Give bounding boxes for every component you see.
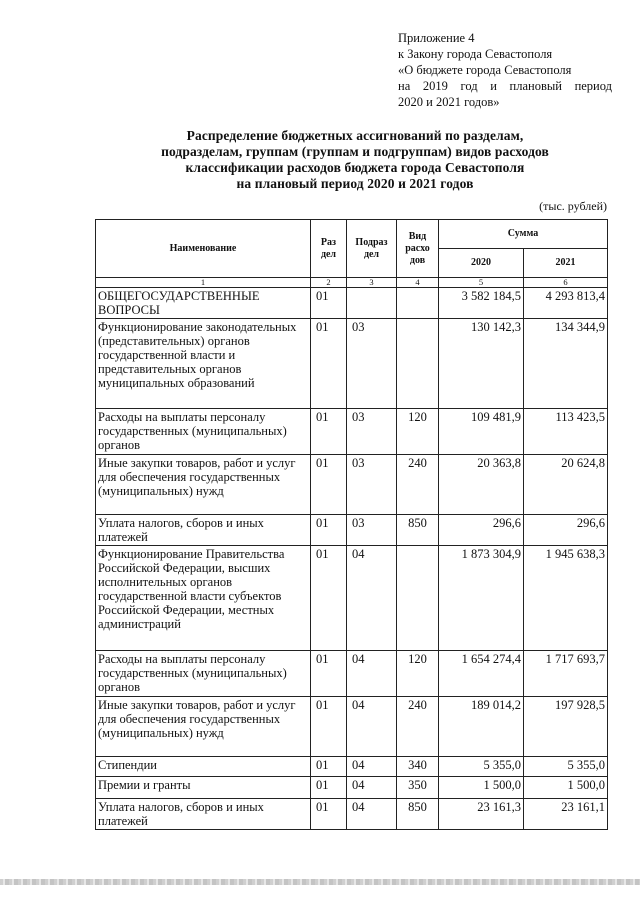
title-line-4: на плановый период 2020 и 2021 годов [236, 176, 474, 191]
row-vid: 240 [397, 697, 439, 757]
row-vid: 340 [397, 757, 439, 777]
row-sum-2021: 134 344,9 [524, 319, 608, 409]
table-row [96, 515, 608, 546]
column-number: 2 [311, 278, 347, 288]
row-razdel: 01 [311, 409, 347, 455]
row-sum-2020: 296,6 [439, 515, 524, 546]
row-sum-2020: 5 355,0 [439, 757, 524, 777]
row-name: Функционирование Правительства Российской Федерации, высших исполнительных органов государственной власти субъектов Российской Федерации, местных администраций [96, 546, 311, 651]
column-number: 4 [397, 278, 439, 288]
header-2021: 2021 [524, 249, 608, 278]
table-row [96, 777, 608, 799]
row-razdel: 01 [311, 319, 347, 409]
row-sum-2021: 197 928,5 [524, 697, 608, 757]
appendix-line-5: 2020 и 2021 годов» [398, 95, 500, 109]
row-vid [397, 319, 439, 409]
row-podrazdel: 04 [347, 651, 397, 697]
row-sum-2020: 189 014,2 [439, 697, 524, 757]
table-row [96, 651, 608, 697]
header-razdel: Раз дел [311, 220, 347, 278]
table-row [96, 455, 608, 515]
row-sum-2020: 1 873 304,9 [439, 546, 524, 651]
row-vid: 240 [397, 455, 439, 515]
table-row [96, 546, 608, 651]
row-razdel: 01 [311, 799, 347, 830]
row-sum-2020: 1 654 274,4 [439, 651, 524, 697]
row-name: Иные закупки товаров, работ и услуг для обеспечения государственных (муниципальных) нужд [96, 455, 311, 515]
table-row [96, 288, 608, 319]
row-podrazdel: 04 [347, 757, 397, 777]
scan-artifact [0, 879, 640, 885]
row-podrazdel: 04 [347, 546, 397, 651]
table-row [96, 409, 608, 455]
table-row [96, 799, 608, 830]
appendix-line-4 [398, 78, 612, 94]
row-sum-2021: 1 500,0 [524, 777, 608, 799]
budget-table [95, 219, 608, 830]
row-vid: 850 [397, 799, 439, 830]
row-sum-2020: 130 142,3 [439, 319, 524, 409]
row-name: Стипендии [96, 757, 311, 777]
row-razdel: 01 [311, 288, 347, 319]
row-name: Уплата налогов, сборов и иных платежей [96, 515, 311, 546]
column-number: 6 [524, 278, 608, 288]
row-podrazdel [347, 288, 397, 319]
row-sum-2020: 109 481,9 [439, 409, 524, 455]
row-name: ОБЩЕГОСУДАРСТВЕННЫЕ ВОПРОСЫ [96, 288, 311, 319]
header-summa: Сумма [439, 220, 608, 249]
row-podrazdel: 04 [347, 697, 397, 757]
row-sum-2021: 1 717 693,7 [524, 651, 608, 697]
appendix-word: год [460, 79, 478, 93]
row-podrazdel: 03 [347, 515, 397, 546]
row-sum-2021: 5 355,0 [524, 757, 608, 777]
row-vid [397, 546, 439, 651]
row-vid: 120 [397, 651, 439, 697]
row-razdel: 01 [311, 515, 347, 546]
header-name: Наименование [96, 220, 311, 278]
row-sum-2021: 23 161,1 [524, 799, 608, 830]
row-sum-2021: 4 293 813,4 [524, 288, 608, 319]
appendix-line-3: «О бюджете города Севастополя [398, 63, 572, 77]
row-razdel: 01 [311, 757, 347, 777]
row-podrazdel: 03 [347, 409, 397, 455]
appendix-word: плановый [509, 79, 562, 93]
row-podrazdel: 03 [347, 455, 397, 515]
row-vid: 350 [397, 777, 439, 799]
row-razdel: 01 [311, 777, 347, 799]
row-podrazdel: 04 [347, 799, 397, 830]
row-sum-2021: 296,6 [524, 515, 608, 546]
row-name: Иные закупки товаров, работ и услуг для обеспечения государственных (муниципальных) нужд [96, 697, 311, 757]
row-name: Функционирование законодательных (представительных) органов государственной власти и представительных органов муниципальных образований [96, 319, 311, 409]
row-sum-2020: 1 500,0 [439, 777, 524, 799]
table-row [96, 319, 608, 409]
appendix-block [398, 30, 612, 110]
row-sum-2020: 20 363,8 [439, 455, 524, 515]
table-row [96, 757, 608, 777]
row-razdel: 01 [311, 697, 347, 757]
header-2020: 2020 [439, 249, 524, 278]
row-razdel: 01 [311, 651, 347, 697]
appendix-word: период [574, 79, 612, 93]
appendix-word: 2019 [422, 79, 448, 93]
row-vid: 120 [397, 409, 439, 455]
row-razdel: 01 [311, 455, 347, 515]
row-podrazdel: 04 [347, 777, 397, 799]
row-sum-2021: 113 423,5 [524, 409, 608, 455]
document-title [110, 128, 600, 192]
title-line-1: Распределение бюджетных ассигнований по разделам, [186, 128, 524, 143]
header-vid: Вид расхо дов [397, 220, 439, 278]
title-line-2: подразделам, группам (группам и подгруппам) видов расходов [161, 144, 549, 159]
row-name: Расходы на выплаты персоналу государственных (муниципальных) органов [96, 409, 311, 455]
row-name: Уплата налогов, сборов и иных платежей [96, 799, 311, 830]
column-number: 1 [96, 278, 311, 288]
row-sum-2021: 1 945 638,3 [524, 546, 608, 651]
row-razdel: 01 [311, 546, 347, 651]
row-sum-2020: 3 582 184,5 [439, 288, 524, 319]
appendix-line-1: Приложение 4 [398, 31, 475, 45]
row-podrazdel: 03 [347, 319, 397, 409]
column-number: 5 [439, 278, 524, 288]
table-row [96, 697, 608, 757]
header-podrazdel: Подраз дел [347, 220, 397, 278]
column-number: 3 [347, 278, 397, 288]
appendix-word: на [398, 79, 411, 93]
row-sum-2020: 23 161,3 [439, 799, 524, 830]
row-name: Премии и гранты [96, 777, 311, 799]
row-sum-2021: 20 624,8 [524, 455, 608, 515]
row-vid: 850 [397, 515, 439, 546]
row-name: Расходы на выплаты персоналу государственных (муниципальных) органов [96, 651, 311, 697]
title-line-3: классификации расходов бюджета города Севастополя [185, 160, 525, 175]
unit-label: (тыс. рублей) [539, 199, 607, 213]
row-vid [397, 288, 439, 319]
appendix-word: и [490, 79, 497, 93]
appendix-line-2: к Закону города Севастополя [398, 47, 553, 61]
